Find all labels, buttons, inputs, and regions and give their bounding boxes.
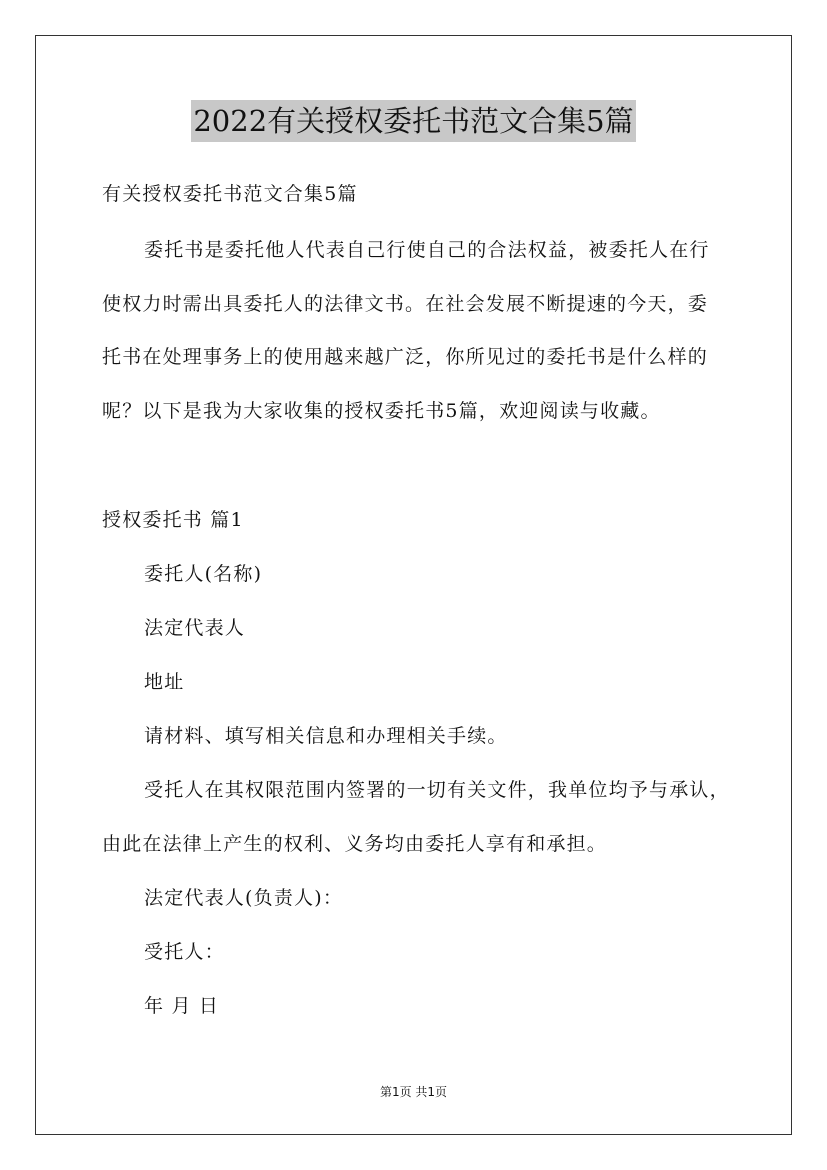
section-line-authority-2: 由此在法律上产生的权利、义务均由委托人享有和承担。 <box>102 833 608 855</box>
intro-line-3: 托书在处理事务上的使用越来越广泛，你所见过的委托书是什么样的 <box>102 346 709 368</box>
document-title: 2022有关授权委托书范文合集5篇 <box>191 100 635 142</box>
section-line-agent-signature: 受托人： <box>144 941 225 963</box>
section-line-address: 地址 <box>144 671 185 693</box>
document-subtitle: 有关授权委托书范文合集5篇 <box>102 183 358 205</box>
section-heading: 授权委托书 篇1 <box>102 509 244 531</box>
section-line-principal: 委托人(名称) <box>144 563 263 585</box>
section-line-legal-rep: 法定代表人 <box>144 617 246 639</box>
intro-line-2: 使权力时需出具委托人的法律文书。在社会发展不断提速的今天，委 <box>102 293 709 315</box>
section-line-legal-rep-signature: 法定代表人(负责人)： <box>144 887 344 909</box>
section-line-date: 年 月 日 <box>144 995 220 1017</box>
intro-line-1: 委托书是委托他人代表自己行使自己的合法权益，被委托人在行 <box>144 239 710 261</box>
page-number: 第1页 共1页 <box>379 1085 448 1099</box>
section-line-materials: 请材料、填写相关信息和办理相关手续。 <box>144 725 508 747</box>
title-container <box>0 100 827 142</box>
section-line-authority-1: 受托人在其权限范围内签署的一切有关文件，我单位均予与承认， <box>144 779 730 801</box>
intro-line-4: 呢？以下是我为大家收集的授权委托书5篇，欢迎阅读与收藏。 <box>102 400 661 422</box>
